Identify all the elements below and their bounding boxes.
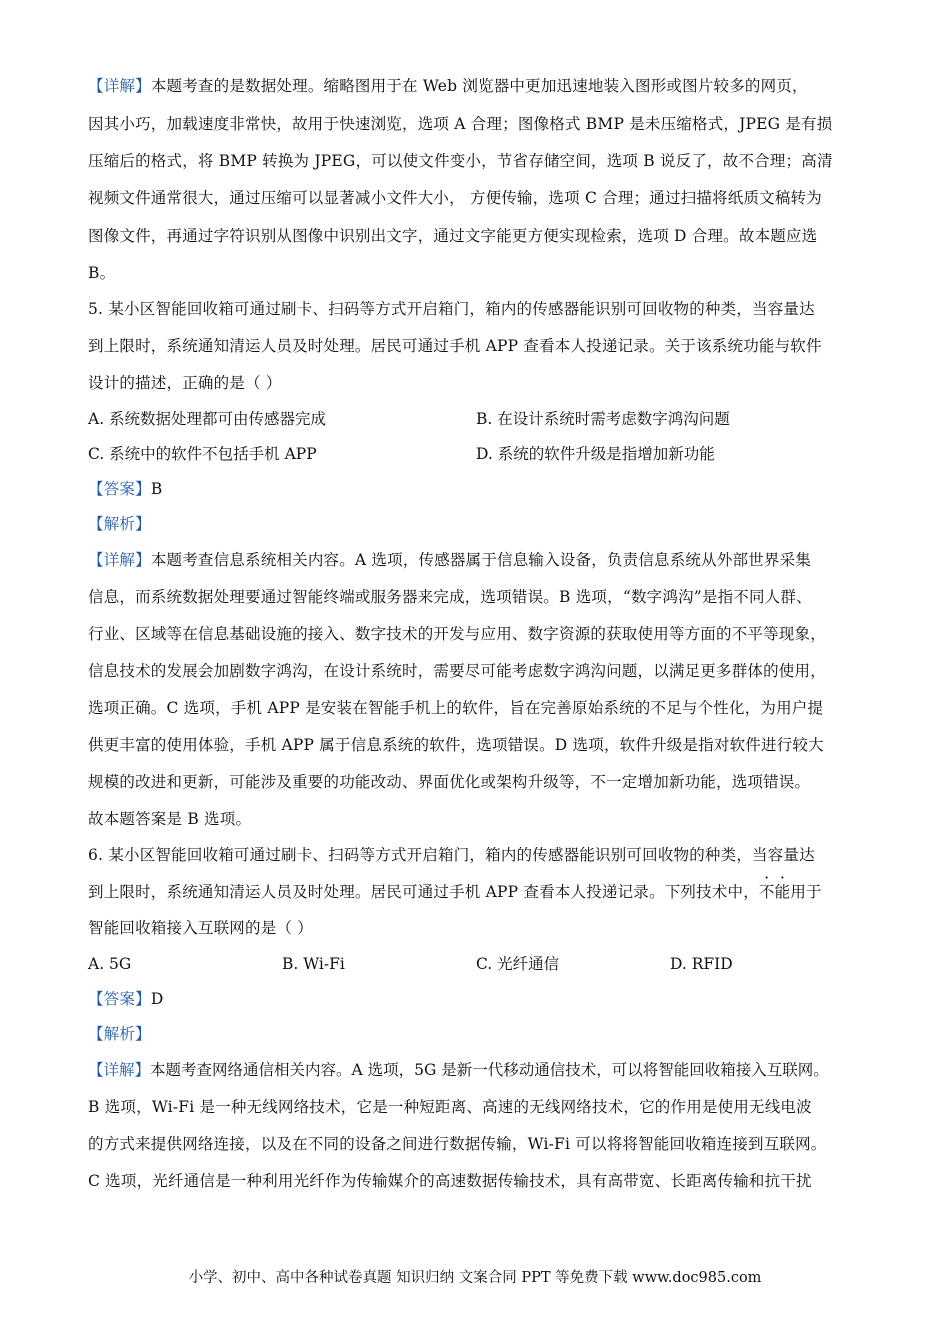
q6-explain-line: B 选项，Wi-Fi 是一种无线网络技术，它是一种短距离、高速的无线网络技术，它的作用是使用无线电波 xyxy=(88,1098,812,1116)
q5-explain-line: 选项正确。C 选项，手机 APP 是安装在智能手机上的软件，旨在完善原始系统的不足与个性化，为用户提 xyxy=(88,699,824,717)
q4-explain-line: 图像文件，再通过字符识别从图像中识别出文字，通过文字能更方便实现检索，选项 D 合理。故本题应选 xyxy=(88,227,818,245)
q4-explain-line: 压缩后的格式，将 BMP 转换为 JPEG，可以使文件变小，节省存储空间，选项 B 说反了，故不合理；高清 xyxy=(88,152,833,170)
q6-stem-line: 6. 某小区智能回收箱可通过刷卡、扫码等方式开启箱门，箱内的传感器能识别可回收物的种类，当容量达 xyxy=(88,846,815,864)
q6-explain-line: 【详解】本题考查网络通信相关内容。A 选项，5G 是新一代移动通信技术，可以将智能回收箱接入互联网。 xyxy=(88,1061,829,1079)
q6-answer xyxy=(88,988,163,1010)
explain-tag: 【详解】 xyxy=(88,551,151,569)
q6-option-b: B. Wi-Fi xyxy=(282,955,345,973)
q6-explain-line: 的方式来提供网络连接，以及在不同的设备之间进行数据传输，Wi-Fi 可以将将智能回收箱连接到互联网。 xyxy=(88,1135,827,1153)
q5-stem-line: 5. 某小区智能回收箱可通过刷卡、扫码等方式开启箱门，箱内的传感器能识别可回收物的种类，当容量达 xyxy=(88,300,815,318)
q6-analysis-heading: 【解析】 xyxy=(88,1025,151,1043)
q6-stem-line: 智能回收箱接入互联网的是（ ） xyxy=(88,919,313,937)
q5-explain-line: 信息，而系统数据处理要通过智能终端或服务器来完成，选项错误。B 选项，“数字鸿沟”是指不同人群、 xyxy=(88,588,812,606)
q5-answer xyxy=(88,478,162,500)
q6-option-d: D. RFID xyxy=(670,955,733,973)
q5-option-d: D. 系统的软件升级是指增加新功能 xyxy=(476,445,715,463)
q5-explain-line: 规模的改进和更新，可能涉及重要的功能改动、界面优化或架构升级等，不一定增加新功能，选项错误。 xyxy=(88,773,811,791)
q5-option-c: C. 系统中的软件不包括手机 APP xyxy=(88,445,317,463)
q6-option-a: A. 5G xyxy=(88,955,132,973)
emphasis-char: 能 xyxy=(774,883,791,901)
q5-explain-line: 供更丰富的使用体验，手机 APP 属于信息系统的软件，选项错误。D 选项，软件升级是指对软件进行较大 xyxy=(88,736,824,754)
q6-option-c: C. 光纤通信 xyxy=(476,955,560,973)
q5-option-a: A. 系统数据处理都可由传感器完成 xyxy=(88,410,327,428)
answer-value: D xyxy=(150,990,164,1008)
page-footer: 小学、初中、高中各种试卷真题 知识归纳 文案合同 PPT 等免费下载 www.doc985.com xyxy=(188,1270,762,1286)
explain-tag: 【详解】 xyxy=(88,77,151,95)
q5-explain-line: 故本题答案是 B 选项。 xyxy=(88,810,252,828)
q4-explain-line: 【详解】本题考查的是数据处理。缩略图用于在 Web 浏览器中更加迅速地装入图形或图片较多的网页， xyxy=(88,77,808,95)
q5-analysis-heading: 【解析】 xyxy=(88,515,151,533)
q6-explain-line: C 选项，光纤通信是一种利用光纤作为传输媒介的高速数据传输技术，具有高带宽、长距离传输和抗干扰 xyxy=(88,1172,812,1190)
answer-tag: 【答案】 xyxy=(88,990,151,1008)
q5-explain-line: 【详解】本题考查信息系统相关内容。A 选项，传感器属于信息输入设备，负责信息系统从外部世界采集 xyxy=(88,551,812,569)
q5-explain-line: 行业、区域等在信息基础设施的接入、数字技术的开发与应用、数字资源的获取使用等方面的不平等现象， xyxy=(88,625,826,643)
answer-tag: 【答案】 xyxy=(88,480,151,498)
emphasis-char: 不 xyxy=(758,883,775,901)
q5-stem-line: 设计的描述，正确的是（ ） xyxy=(88,374,282,392)
answer-value: B xyxy=(150,480,163,498)
explain-tag: 【详解】 xyxy=(88,1061,151,1079)
q4-explain-line: 因其小巧，加载速度非常快，故用于快速浏览，选项 A 合理；图像格式 BMP 是未压缩格式，JPEG 是有损 xyxy=(88,115,833,133)
q5-option-b: B. 在设计系统时需考虑数字鸿沟问题 xyxy=(476,410,730,428)
q4-explain-line: B。 xyxy=(88,264,116,282)
q4-explain-line: 视频文件通常很大，通过压缩可以显著减小文件大小， 方便传输，选项 C 合理；通过扫描将纸质文稿转为 xyxy=(88,189,822,207)
q6-stem-line: 到上限时，系统通知清运人员及时处理。居民可通过手机 APP 查看本人投递记录。下列技术中，不能用于 xyxy=(88,883,822,901)
q5-explain-line: 信息技术的发展会加剧数字鸿沟，在设计系统时，需要尽可能考虑数字鸿沟问题，以满足更多群体的使用， xyxy=(88,662,826,680)
q5-stem-line: 到上限时，系统通知清运人员及时处理。居民可通过手机 APP 查看本人投递记录。关于该系统功能与软件 xyxy=(88,337,822,355)
